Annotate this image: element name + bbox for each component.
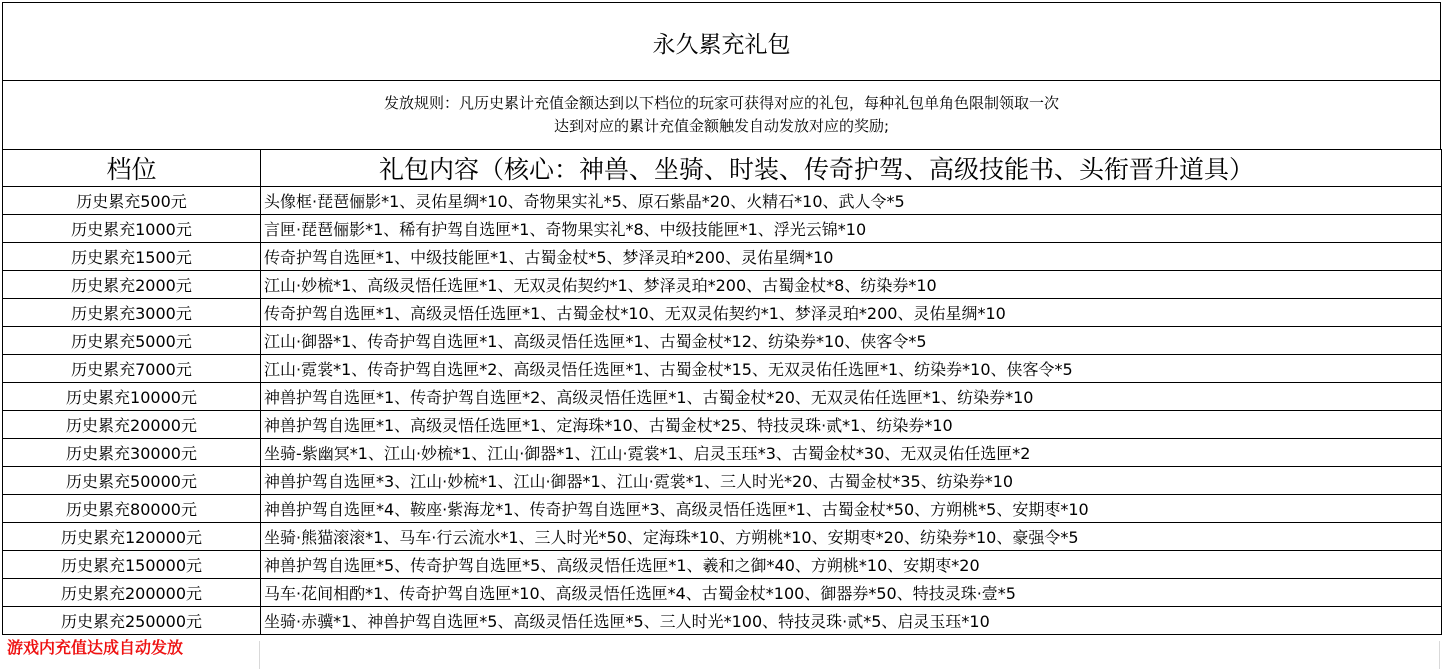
tier-cell: 历史累充20000元 — [3, 411, 261, 439]
table-header-row — [3, 150, 1442, 187]
table-row — [3, 523, 1442, 551]
table-row — [3, 383, 1442, 411]
tier-cell: 历史累充500元 — [3, 187, 261, 215]
table-row — [3, 243, 1442, 271]
tier-cell: 历史累充1000元 — [3, 215, 261, 243]
page-title: 永久累充礼包 — [2, 2, 1441, 81]
table-row — [3, 551, 1442, 579]
reward-content-cell: 神兽护驾自选匣*1、传奇护驾自选匣*2、高级灵悟任选匣*1、古蜀金杖*20、无双灵佑任选匣*1、纺染券*10 — [261, 383, 1442, 411]
table-row — [3, 355, 1442, 383]
distribution-rules — [2, 80, 1441, 150]
tier-cell: 历史累充1500元 — [3, 243, 261, 271]
table-row — [3, 271, 1442, 299]
tier-cell: 历史累充150000元 — [3, 551, 261, 579]
rules-line-2: 达到对应的累计充值金额触发自动发放对应的奖励; — [553, 117, 890, 135]
table-row — [3, 411, 1442, 439]
table-row — [3, 215, 1442, 243]
table-row — [3, 187, 1442, 215]
gridline — [1439, 641, 1440, 669]
reward-content-cell: 江山·霓裳*1、传奇护驾自选匣*2、高级灵悟任选匣*1、古蜀金杖*15、无双灵佑任选匣*1、纺染券*10、侠客令*5 — [261, 355, 1442, 383]
reward-content-cell: 传奇护驾自选匣*1、中级技能匣*1、古蜀金杖*5、梦泽灵珀*200、灵佑星绸*10 — [261, 243, 1442, 271]
reward-content-cell: 坐骑-紫幽冥*1、江山·妙梳*1、江山·御器*1、江山·霓裳*1、启灵玉珏*3、古蜀金杖*30、无双灵佑任选匣*2 — [261, 439, 1442, 467]
reward-tier-table — [2, 149, 1442, 635]
tier-column-header: 档位 — [3, 150, 261, 187]
tier-cell: 历史累充200000元 — [3, 579, 261, 607]
table-row — [3, 579, 1442, 607]
reward-content-cell: 江山·御器*1、传奇护驾自选匣*1、高级灵悟任选匣*1、古蜀金杖*12、纺染券*10、侠客令*5 — [261, 327, 1442, 355]
reward-content-cell: 江山·妙梳*1、高级灵悟任选匣*1、无双灵佑契约*1、梦泽灵珀*200、古蜀金杖*8、纺染券*10 — [261, 271, 1442, 299]
reward-content-cell: 神兽护驾自选匣*4、鞍座·紫海龙*1、传奇护驾自选匣*3、高级灵悟任选匣*1、古蜀金杖*50、方朔桃*5、安期枣*10 — [261, 495, 1442, 523]
reward-content-cell: 传奇护驾自选匣*1、高级灵悟任选匣*1、古蜀金杖*10、无双灵佑契约*1、梦泽灵珀*200、灵佑星绸*10 — [261, 299, 1442, 327]
table-row — [3, 607, 1442, 635]
auto-delivery-note: 游戏内充值达成自动发放 — [7, 638, 184, 657]
tier-cell: 历史累充250000元 — [3, 607, 261, 635]
tier-cell: 历史累充7000元 — [3, 355, 261, 383]
reward-content-cell: 神兽护驾自选匣*1、高级灵悟任选匣*1、定海珠*10、古蜀金杖*25、特技灵珠·贰*1、纺染券*10 — [261, 411, 1442, 439]
reward-content-cell: 言匣·琵琶俪影*1、稀有护驾自选匣*1、奇物果实礼*8、中级技能匣*1、浮光云锦*10 — [261, 215, 1442, 243]
reward-content-cell: 神兽护驾自选匣*3、江山·妙梳*1、江山·御器*1、江山·霓裳*1、三人时光*20、古蜀金杖*35、纺染券*10 — [261, 467, 1442, 495]
table-row — [3, 439, 1442, 467]
table-row — [3, 495, 1442, 523]
tier-cell: 历史累充2000元 — [3, 271, 261, 299]
content-column-header: 礼包内容（核心：神兽、坐骑、时装、传奇护驾、高级技能书、头衔晋升道具） — [261, 150, 1442, 187]
gridline — [259, 641, 260, 669]
reward-content-cell: 坐骑·赤骥*1、神兽护驾自选匣*5、高级灵悟任选匣*5、三人时光*100、特技灵珠·贰*5、启灵玉珏*10 — [261, 607, 1442, 635]
reward-content-cell: 马车·花间相酌*1、传奇护驾自选匣*10、高级灵悟任选匣*4、古蜀金杖*100、御器券*50、特技灵珠·壹*5 — [261, 579, 1442, 607]
reward-content-cell: 头像框·琵琶俪影*1、灵佑星绸*10、奇物果实礼*5、原石紫晶*20、火精石*10、武人令*5 — [261, 187, 1442, 215]
tier-cell: 历史累充80000元 — [3, 495, 261, 523]
tier-cell: 历史累充30000元 — [3, 439, 261, 467]
table-row — [3, 467, 1442, 495]
rules-line-1: 发放规则：凡历史累计充值金额达到以下档位的玩家可获得对应的礼包，每种礼包单角色限制领取一次 — [383, 94, 1059, 112]
tier-cell: 历史累充3000元 — [3, 299, 261, 327]
table-body — [3, 187, 1442, 635]
table-row — [3, 327, 1442, 355]
tier-cell: 历史累充120000元 — [3, 523, 261, 551]
tier-cell: 历史累充5000元 — [3, 327, 261, 355]
reward-content-cell: 坐骑·熊猫滚滚*1、马车·行云流水*1、三人时光*50、定海珠*10、方朔桃*10、安期枣*20、纺染券*10、豪强令*5 — [261, 523, 1442, 551]
reward-content-cell: 神兽护驾自选匣*5、传奇护驾自选匣*5、高级灵悟任选匣*1、羲和之御*40、方朔桃*10、安期枣*20 — [261, 551, 1442, 579]
table-row — [3, 299, 1442, 327]
tier-cell: 历史累充10000元 — [3, 383, 261, 411]
tier-cell: 历史累充50000元 — [3, 467, 261, 495]
